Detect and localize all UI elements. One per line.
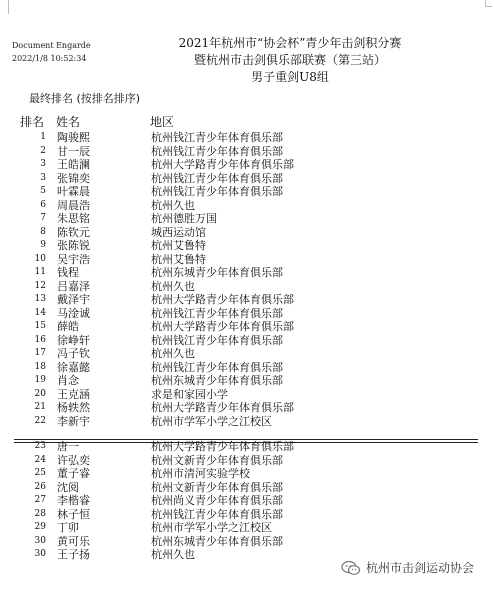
name-cell: 杨轶然 xyxy=(57,401,90,414)
name-cell: 王克涵 xyxy=(57,387,90,401)
rank-cell: 3 xyxy=(40,172,46,183)
region-cell: 杭州文新青少年体育俱乐部 xyxy=(151,480,283,494)
name-cell: 冯子钦 xyxy=(57,347,90,360)
table-row xyxy=(0,172,494,185)
region-cell: 杭州钱江青少年体育俱乐部 xyxy=(151,306,283,320)
region-cell: 杭州久也 xyxy=(151,548,195,561)
name-cell: 许弘奕 xyxy=(57,453,90,467)
table-row xyxy=(0,320,494,333)
column-header-region: 地区 xyxy=(150,115,175,129)
timestamp: 2022/1/8 10:52:34 xyxy=(12,54,87,63)
table-row xyxy=(0,347,494,360)
rank-cell: 21 xyxy=(34,402,46,412)
app-name: Document Engarde xyxy=(12,41,91,50)
table-row xyxy=(0,253,494,266)
region-cell: 杭州久也 xyxy=(151,347,195,360)
wechat-icon xyxy=(341,560,361,576)
region-cell: 求是和家园小学 xyxy=(151,387,228,401)
rank-cell: 10 xyxy=(34,253,46,264)
rank-cell: 23 xyxy=(34,441,46,451)
rank-cell: 17 xyxy=(34,348,46,358)
name-cell: 黄可乐 xyxy=(57,534,90,548)
rank-cell: 7 xyxy=(40,213,46,223)
rank-cell: 13 xyxy=(34,294,46,304)
region-cell: 杭州钱江青少年体育俱乐部 xyxy=(151,171,283,185)
name-cell: 张锦奕 xyxy=(57,171,90,185)
table-row xyxy=(0,307,494,320)
cutoff-divider-second xyxy=(14,442,478,443)
name-cell: 董子睿 xyxy=(57,467,90,480)
rank-cell: 3 xyxy=(40,159,46,169)
region-cell: 杭州大学路青少年体育俱乐部 xyxy=(151,440,294,453)
name-cell: 丁卯 xyxy=(57,521,79,534)
region-cell: 杭州市清河实验学校 xyxy=(151,467,250,480)
region-cell: 城西运动馆 xyxy=(151,225,206,239)
rank-cell: 18 xyxy=(34,361,46,372)
region-cell: 杭州钱江青少年体育俱乐部 xyxy=(151,360,283,374)
rank-cell: 27 xyxy=(34,495,46,505)
name-cell: 叶霖晨 xyxy=(57,185,90,198)
table-row xyxy=(0,388,494,401)
table-row xyxy=(0,415,494,428)
region-cell: 杭州久也 xyxy=(151,198,195,212)
region-cell: 杭州文新青少年体育俱乐部 xyxy=(151,453,283,467)
region-cell: 杭州久也 xyxy=(151,279,195,293)
rank-cell: 20 xyxy=(34,388,46,399)
region-cell: 杭州尚义青少年体育俱乐部 xyxy=(151,494,283,507)
table-row xyxy=(0,158,494,171)
rank-cell: 28 xyxy=(34,508,46,519)
table-row xyxy=(0,212,494,225)
region-cell: 杭州市学军小学之江校区 xyxy=(151,521,272,534)
rank-cell: 25 xyxy=(34,468,46,478)
name-cell: 陶骏熙 xyxy=(57,131,90,144)
region-cell: 杭州东城青少年体育俱乐部 xyxy=(151,534,283,548)
table-row xyxy=(0,535,494,548)
table-row xyxy=(0,521,494,534)
region-cell: 杭州东城青少年体育俱乐部 xyxy=(151,374,283,387)
name-cell: 王子扬 xyxy=(57,548,90,561)
region-cell: 杭州艾鲁特 xyxy=(151,239,206,252)
table-row xyxy=(0,401,494,414)
name-cell: 马淦诚 xyxy=(57,306,90,320)
region-cell: 杭州钱江青少年体育俱乐部 xyxy=(151,333,283,347)
table-row xyxy=(0,293,494,306)
table-row xyxy=(0,266,494,279)
region-cell: 杭州大学路青少年体育俱乐部 xyxy=(151,320,294,333)
table-row xyxy=(0,467,494,480)
rank-cell: 5 xyxy=(40,186,46,196)
name-cell: 吴宇浩 xyxy=(57,252,90,266)
table-row xyxy=(0,185,494,198)
region-cell: 杭州钱江青少年体育俱乐部 xyxy=(151,185,283,198)
name-cell: 薛皓 xyxy=(57,320,79,333)
watermark-text: 杭州市击剑运动协会 xyxy=(366,561,475,575)
rank-cell: 19 xyxy=(34,375,46,385)
name-cell: 吕嘉泽 xyxy=(57,279,90,293)
rank-cell: 30 xyxy=(34,535,46,546)
name-cell: 钱程 xyxy=(57,266,79,279)
region-cell: 杭州德胜万国 xyxy=(151,212,217,225)
table-row xyxy=(0,454,494,467)
table-row xyxy=(0,508,494,521)
column-header-name: 姓名 xyxy=(56,115,81,129)
name-cell: 肖念 xyxy=(57,374,79,387)
table-row xyxy=(0,131,494,144)
region-cell: 杭州大学路青少年体育俱乐部 xyxy=(151,401,294,414)
rank-cell: 14 xyxy=(34,307,46,318)
rank-cell: 11 xyxy=(34,267,46,277)
rank-cell: 24 xyxy=(34,454,46,465)
table-row xyxy=(0,494,494,507)
region-cell: 杭州钱江青少年体育俱乐部 xyxy=(151,507,283,521)
name-cell: 李新宇 xyxy=(57,414,90,428)
rank-cell: 26 xyxy=(34,481,46,492)
rank-cell: 29 xyxy=(34,522,46,532)
table-row xyxy=(0,361,494,374)
name-cell: 徐峥轩 xyxy=(57,333,90,347)
name-cell: 王皓澜 xyxy=(57,158,90,171)
name-cell: 李楷睿 xyxy=(57,494,90,507)
name-cell: 朱思铭 xyxy=(57,212,90,225)
table-row xyxy=(0,239,494,252)
rank-cell: 30 xyxy=(34,549,46,559)
name-cell: 唐一 xyxy=(57,440,79,453)
name-cell: 沈阅 xyxy=(57,480,79,494)
name-cell: 甘一辰 xyxy=(57,144,90,158)
region-cell: 杭州艾鲁特 xyxy=(151,252,206,266)
table-row xyxy=(0,145,494,158)
page-corner-mark-right xyxy=(485,0,492,7)
region-cell: 杭州大学路青少年体育俱乐部 xyxy=(151,293,294,306)
name-cell: 戴泽宇 xyxy=(57,293,90,306)
name-cell: 徐嘉懿 xyxy=(57,360,90,374)
name-cell: 陈钦元 xyxy=(57,225,90,239)
rank-cell: 12 xyxy=(34,280,46,291)
region-cell: 杭州钱江青少年体育俱乐部 xyxy=(151,131,283,144)
name-cell: 林子恒 xyxy=(57,507,90,521)
name-cell: 周晨浩 xyxy=(57,198,90,212)
name-cell: 张陈锐 xyxy=(57,239,90,252)
region-cell: 杭州市学军小学之江校区 xyxy=(151,414,272,428)
rank-cell: 22 xyxy=(34,415,46,426)
rank-cell: 16 xyxy=(34,334,46,345)
table-row xyxy=(0,199,494,212)
table-row xyxy=(0,374,494,387)
region-cell: 杭州钱江青少年体育俱乐部 xyxy=(151,144,283,158)
rank-cell: 8 xyxy=(40,226,46,237)
column-header-rank: 排名 xyxy=(20,115,45,129)
region-cell: 杭州东城青少年体育俱乐部 xyxy=(151,266,283,279)
page-corner-mark xyxy=(0,0,9,14)
rank-cell: 6 xyxy=(40,199,46,210)
cutoff-divider xyxy=(14,439,478,440)
table-row xyxy=(0,481,494,494)
section-title: 最终排名 (按排名排序) xyxy=(29,92,141,105)
rank-cell: 2 xyxy=(40,145,46,156)
rank-cell: 15 xyxy=(34,321,46,331)
watermark xyxy=(341,559,474,576)
rank-cell: 1 xyxy=(40,132,46,142)
table-row xyxy=(0,280,494,293)
table-row xyxy=(0,226,494,239)
document-title: 2021年杭州市“协会杯”青少年击剑积分赛 xyxy=(178,36,402,50)
event-category: 男子重剑U8组 xyxy=(251,70,329,84)
table-row xyxy=(0,334,494,347)
document-subtitle: 暨杭州市击剑俱乐部联赛（第三站） xyxy=(193,53,386,67)
region-cell: 杭州大学路青少年体育俱乐部 xyxy=(151,158,294,171)
rank-cell: 9 xyxy=(40,240,46,250)
